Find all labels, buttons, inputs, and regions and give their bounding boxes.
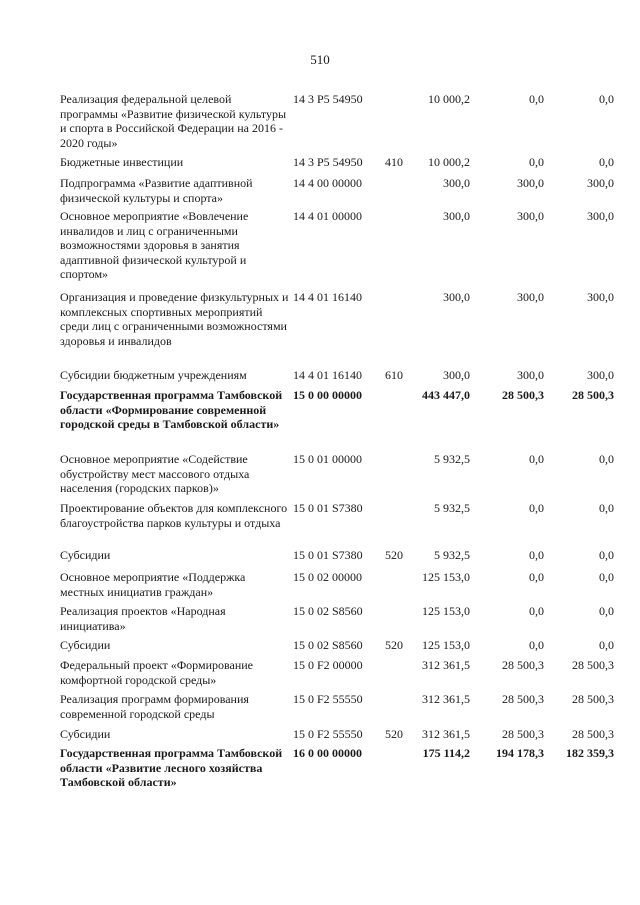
row-value-2: 0,0 [529, 638, 544, 652]
row-value-1: 125 153,0 [422, 570, 470, 584]
row-value-2: 28 500,3 [502, 658, 544, 672]
row-value-1: 10 000,2 [428, 92, 470, 106]
row-value-1: 125 153,0 [422, 638, 470, 652]
row-name: Основное мероприятие «Содействие обустройству мест массового отдыха населения (городских парков)» [60, 452, 250, 495]
row-value-2: 28 500,3 [502, 388, 544, 402]
row-code: 15 0 02 S8560 [293, 638, 363, 652]
page-number: 510 [310, 52, 330, 67]
row-code: 14 3 P5 54950 [293, 155, 363, 169]
row-value-1: 312 361,5 [422, 727, 470, 741]
row-value-3: 0,0 [599, 155, 614, 169]
row-value-3: 28 500,3 [572, 658, 614, 672]
row-value-1: 300,0 [443, 176, 470, 190]
row-name: Субсидии [60, 548, 111, 562]
row-value-3: 182 359,3 [566, 746, 614, 760]
row-name: Подпрограмма «Развитие адаптивной физической культуры и спорта» [60, 176, 253, 205]
row-value-1: 312 361,5 [422, 658, 470, 672]
row-name: Проектирование объектов для комплексного благоустройства парков культуры и отдыха [60, 501, 288, 530]
row-value-3: 28 500,3 [572, 692, 614, 706]
row-code: 15 0 F2 00000 [293, 658, 363, 672]
row-value-2: 194 178,3 [496, 746, 544, 760]
row-name: Реализация программ формирования современной городской среды [60, 692, 249, 721]
row-value-2: 28 500,3 [502, 727, 544, 741]
row-value-1: 175 114,2 [422, 746, 470, 760]
row-value-2: 28 500,3 [502, 692, 544, 706]
row-name: Федеральный проект «Формирование комфортной городской среды» [60, 658, 254, 687]
row-value-3: 300,0 [587, 368, 614, 382]
row-name: Основное мероприятие «Поддержка местных инициатив граждан» [60, 570, 246, 599]
row-value-1: 300,0 [443, 209, 470, 223]
row-vr: 610 [385, 368, 403, 382]
row-value-2: 0,0 [529, 548, 544, 562]
row-code: 16 0 00 00000 [293, 746, 362, 760]
row-value-3: 0,0 [599, 501, 614, 515]
row-name: Реализация федеральной целевой программы «Развитие физической культуры и спорта в Российской Федерации на 2016 - 2020 годы» [60, 92, 287, 150]
row-name: Основное мероприятие «Вовлечение инвалидов и лиц с ограниченными возможностями здоровья в занятия адаптивной физической культурой и спортом» [60, 209, 249, 281]
row-value-1: 5 932,5 [434, 452, 470, 466]
row-value-3: 28 500,3 [572, 388, 614, 402]
row-name: Организация и проведение физкультурных и комплексных спортивных мероприятий среди лиц с ограниченными возможностями здоровья и инвалидов [60, 290, 289, 348]
row-value-2: 0,0 [529, 452, 544, 466]
row-code: 14 3 P5 54950 [293, 92, 363, 106]
row-value-1: 312 361,5 [422, 692, 470, 706]
row-value-2: 0,0 [529, 155, 544, 169]
row-value-2: 0,0 [529, 92, 544, 106]
row-code: 15 0 01 S7380 [293, 501, 363, 515]
row-name: Субсидии бюджетным учреждениям [60, 368, 247, 382]
row-code: 15 0 02 00000 [293, 570, 362, 584]
row-code: 15 0 00 00000 [293, 388, 362, 402]
row-value-2: 300,0 [517, 176, 544, 190]
row-value-3: 28 500,3 [572, 727, 614, 741]
row-value-3: 300,0 [587, 290, 614, 304]
row-code: 15 0 01 00000 [293, 452, 362, 466]
row-value-1: 125 153,0 [422, 604, 470, 618]
row-code: 15 0 F2 55550 [293, 692, 363, 706]
row-value-2: 0,0 [529, 570, 544, 584]
row-value-3: 0,0 [599, 604, 614, 618]
row-vr: 520 [385, 548, 403, 562]
row-code: 15 0 01 S7380 [293, 548, 363, 562]
row-value-1: 443 447,0 [422, 388, 470, 402]
row-value-2: 300,0 [517, 209, 544, 223]
row-value-3: 300,0 [587, 176, 614, 190]
row-vr: 520 [385, 638, 403, 652]
row-value-2: 300,0 [517, 368, 544, 382]
row-vr: 410 [385, 155, 403, 169]
row-code: 14 4 01 00000 [293, 209, 362, 223]
row-name: Бюджетные инвестиции [60, 155, 184, 169]
row-name: Реализация проектов «Народная инициатива» [60, 604, 226, 633]
row-value-3: 0,0 [599, 570, 614, 584]
row-value-3: 0,0 [599, 638, 614, 652]
row-vr: 520 [385, 727, 403, 741]
row-value-2: 0,0 [529, 501, 544, 515]
row-code: 14 4 00 00000 [293, 176, 362, 190]
row-value-1: 10 000,2 [428, 155, 470, 169]
row-value-2: 300,0 [517, 290, 544, 304]
row-name: Субсидии [60, 638, 111, 652]
row-value-3: 0,0 [599, 92, 614, 106]
row-value-3: 0,0 [599, 452, 614, 466]
row-code: 14 4 01 16140 [293, 368, 362, 382]
row-code: 14 4 01 16140 [293, 290, 362, 304]
row-value-3: 0,0 [599, 548, 614, 562]
row-name: Государственная программа Тамбовской области «Формирование современной городской среды в Тамбовской области» [60, 388, 283, 431]
row-value-1: 300,0 [443, 368, 470, 382]
row-name: Государственная программа Тамбовской области «Развитие лесного хозяйства Тамбовской области» [60, 746, 283, 789]
row-value-1: 5 932,5 [434, 501, 470, 515]
row-name: Субсидии [60, 727, 111, 741]
row-value-1: 5 932,5 [434, 548, 470, 562]
row-value-2: 0,0 [529, 604, 544, 618]
row-code: 15 0 02 S8560 [293, 604, 363, 618]
row-code: 15 0 F2 55550 [293, 727, 363, 741]
row-value-1: 300,0 [443, 290, 470, 304]
row-value-3: 300,0 [587, 209, 614, 223]
